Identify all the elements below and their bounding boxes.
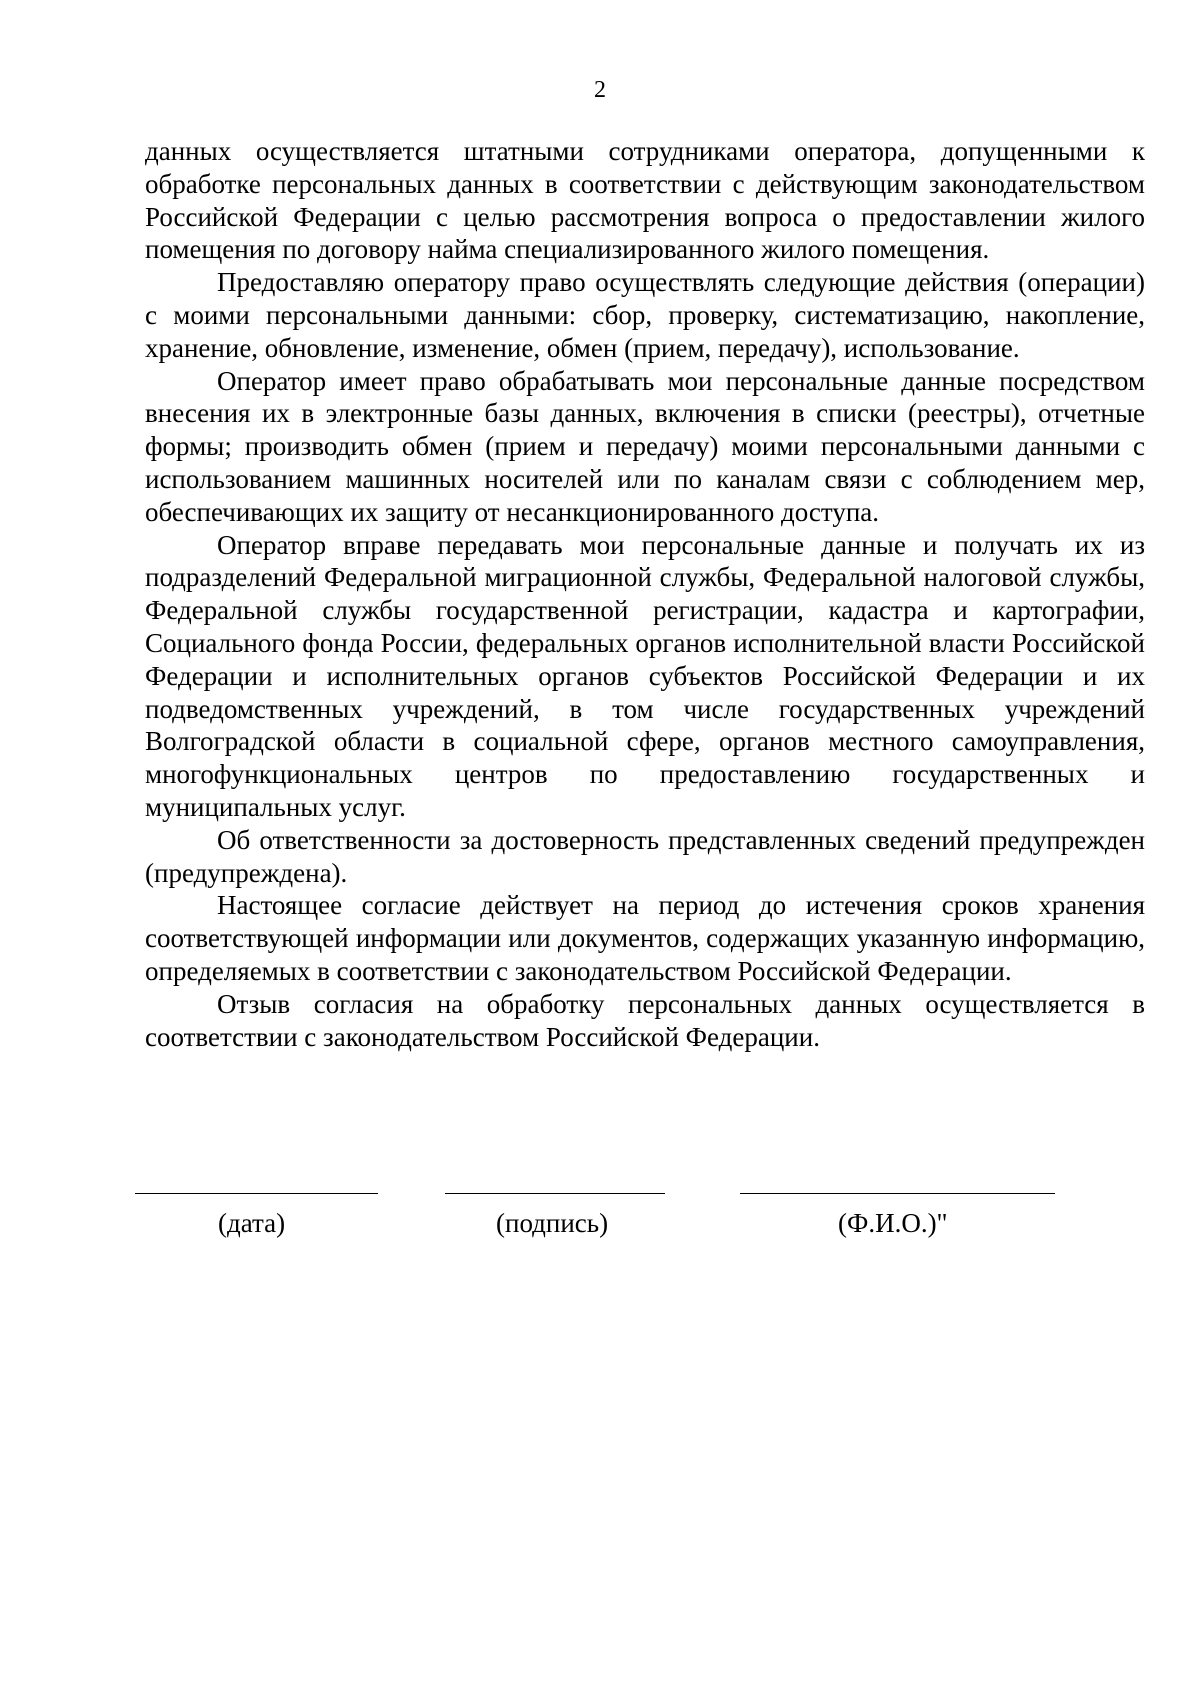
date-label: (дата) bbox=[218, 1208, 286, 1238]
paragraph-responsibility: Об ответственности за достоверность представленных сведений предупрежден (предупреждена). bbox=[145, 824, 1145, 888]
paragraph-validity-period: Настоящее согласие действует на период до истечения сроков хранения соответствующей информации или документов, содержащих указанную информацию, определяемых в соответствии с законодательством Российской Федерации. bbox=[145, 890, 1145, 986]
date-line bbox=[135, 1193, 378, 1194]
paragraph-processing-methods: Оператор имеет право обрабатывать мои персональные данные посредством внесения их в электронные базы данных, включения в списки (реестры), отчетные формы; производить обмен (прием и передачу) моими персональными данными с использованием машинных носителей или по каналам связи с соблюдением мер, обеспечивающих их защиту от несанкционированного доступа. bbox=[145, 365, 1145, 527]
signature-line bbox=[445, 1193, 665, 1194]
document-body bbox=[145, 135, 1145, 1053]
paragraph-consent-withdrawal: Отзыв согласия на обработку персональных данных осуществляется в соответствии с законодательством Российской Федерации. bbox=[145, 988, 1145, 1052]
paragraph-purpose: данных осуществляется штатными сотрудниками оператора, допущенными к обработке персональных данных в соответствии с действующим законодательством Российской Федерации с целью рассмотрения вопроса о предоставлении жилого помещения по договору найма специализированного жилого помещения. bbox=[145, 136, 1145, 265]
name-label: (Ф.И.О.)" bbox=[838, 1208, 948, 1238]
paragraph-operations: Предоставляю оператору право осуществлять следующие действия (операции) с моими персональными данными: сбор, проверку, систематизацию, накопление, хранение, обновление, изменение, обмен (прием, передачу), использование. bbox=[145, 267, 1145, 363]
name-line bbox=[740, 1193, 1055, 1194]
paragraph-data-transfer: Оператор вправе передавать мои персональные данные и получать их из подразделений Федеральной миграционной службы, Федеральной налоговой службы, Федеральной службы государственной регистрации, кадастра и картографии, Социального фонда России, федеральных органов исполнительной власти Российской Федерации и исполнительных органов субъектов Российской Федерации и их подведомственных учреждений, в том числе государственных учреждений Волгоградской области в социальной сфере, органов местного самоуправления, многофункциональных центров по предоставлению государственных и муниципальных услуг. bbox=[145, 529, 1145, 822]
page-number: 2 bbox=[594, 77, 606, 103]
signature-label: (подпись) bbox=[496, 1208, 609, 1238]
